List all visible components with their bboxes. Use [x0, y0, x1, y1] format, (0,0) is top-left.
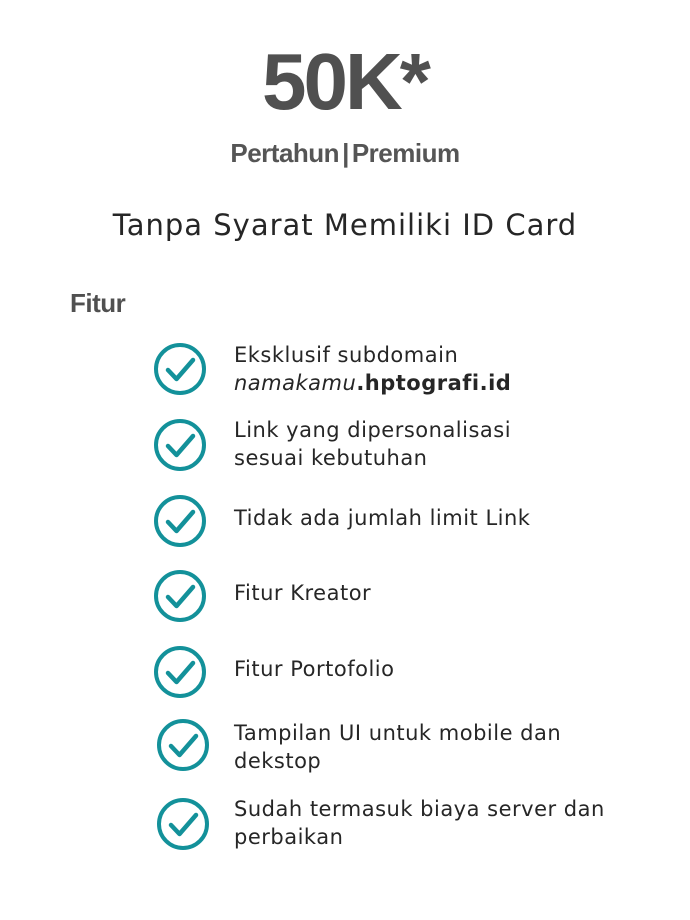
check-circle-icon [153, 645, 207, 699]
feature-item [0, 567, 690, 627]
check-circle-icon [156, 797, 210, 851]
check-circle-icon [153, 342, 207, 396]
feature-line-1: Sudah termasuk biaya server dan [234, 797, 605, 821]
section-title: Fitur [70, 288, 126, 318]
feature-line-2 [234, 369, 511, 397]
feature-text [234, 655, 394, 683]
feature-line-2: sesuai kebutuhan [234, 446, 428, 470]
feature-text [234, 341, 511, 397]
feature-line-2: dekstop [234, 749, 322, 773]
feature-line-1: Link yang dipersonalisasi [234, 418, 512, 442]
feature-text [234, 719, 561, 775]
subdomain-placeholder: namakamu [234, 371, 357, 395]
feature-line-2: perbaikan [234, 825, 344, 849]
separator: | [342, 138, 349, 168]
feature-text [234, 579, 371, 607]
feature-line-1: Tidak ada jumlah limit Link [234, 506, 531, 530]
price-heading: 50K* [262, 37, 428, 126]
feature-text [234, 795, 605, 851]
feature-line-1: Fitur Portofolio [234, 657, 395, 681]
check-circle-icon [153, 418, 207, 472]
feature-item [0, 416, 690, 476]
feature-line-1: Fitur Kreator [234, 581, 372, 605]
feature-line-1: Eksklusif subdomain [234, 343, 459, 367]
feature-item [0, 797, 690, 857]
plan-label: Premium [351, 138, 460, 168]
feature-line-1: Tampilan UI untuk mobile dan [234, 721, 562, 745]
feature-text [234, 416, 511, 472]
feature-item [0, 340, 690, 400]
check-circle-icon [153, 569, 207, 623]
tagline: Tanpa Syarat Memiliki ID Card [112, 208, 578, 242]
feature-text [234, 504, 530, 532]
check-circle-icon [156, 718, 210, 772]
feature-item [0, 718, 690, 778]
feature-item [0, 492, 690, 552]
period-label: Pertahun [230, 138, 340, 168]
check-circle-icon [153, 494, 207, 548]
feature-item [0, 643, 690, 703]
domain-suffix: .hptografi.id [356, 371, 512, 395]
plan-subtitle [0, 138, 690, 169]
